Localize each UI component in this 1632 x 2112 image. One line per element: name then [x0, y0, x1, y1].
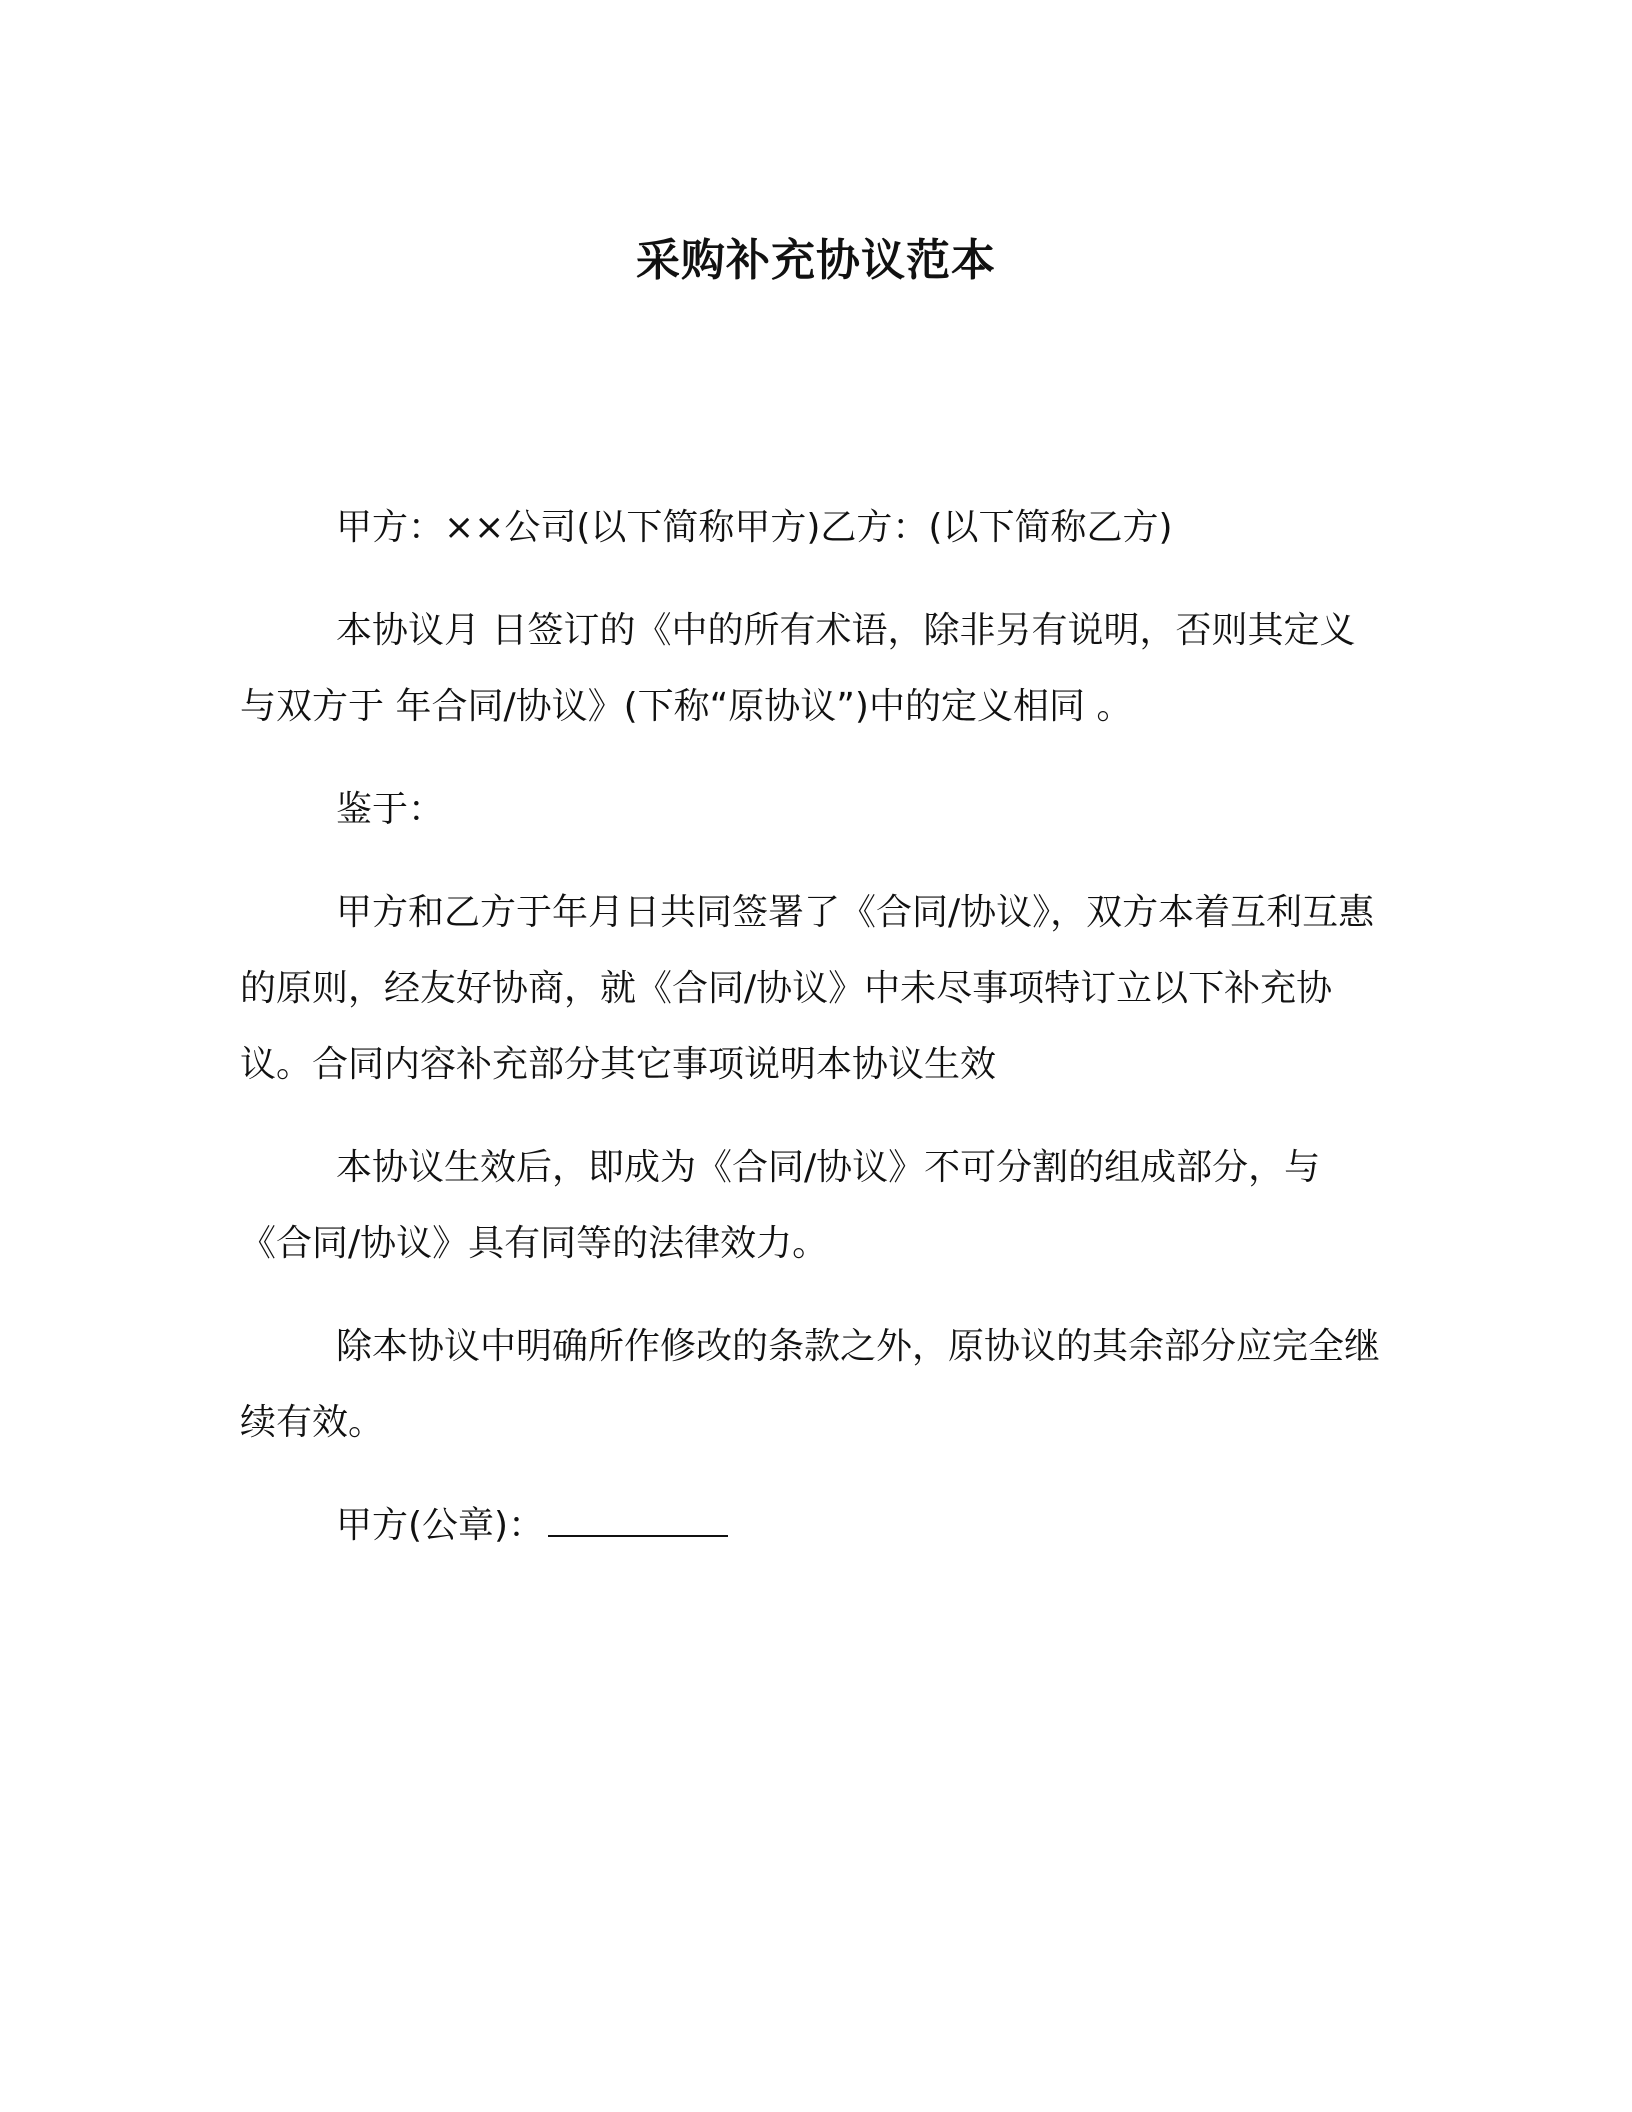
- document-body: [240, 490, 1390, 1591]
- document-title: 采购补充协议范本: [636, 235, 996, 286]
- definitions-paragraph: 本协议月 日签订的《中的所有术语，除非另有说明，否则其定义与双方于 年合同/协议》(下称“原协议”)中的定义相同 。: [240, 610, 1356, 727]
- signature-blank: [548, 1505, 728, 1537]
- whereas-paragraph: 鉴于：: [336, 789, 445, 830]
- remaining-terms-paragraph: 除本协议中明确所作修改的条款之外，原协议的其余部分应完全继续有效。: [240, 1326, 1381, 1443]
- parties-paragraph: 甲方：××公司(以下简称甲方)乙方：(以下简称乙方): [336, 507, 1173, 548]
- effect-paragraph: 本协议生效后，即成为《合同/协议》不可分割的组成部分，与《合同/协议》具有同等的法律效力。: [240, 1147, 1321, 1264]
- signature-line: [240, 1488, 1390, 1564]
- background-paragraph: 甲方和乙方于年月日共同签署了《合同/协议》，双方本着互利互惠的原则，经友好协商，就《合同/协议》中未尽事项特订立以下补充协议。合同内容补充部分其它事项说明本协议生效: [240, 892, 1375, 1085]
- signature-label: 甲方(公章)：: [336, 1505, 545, 1546]
